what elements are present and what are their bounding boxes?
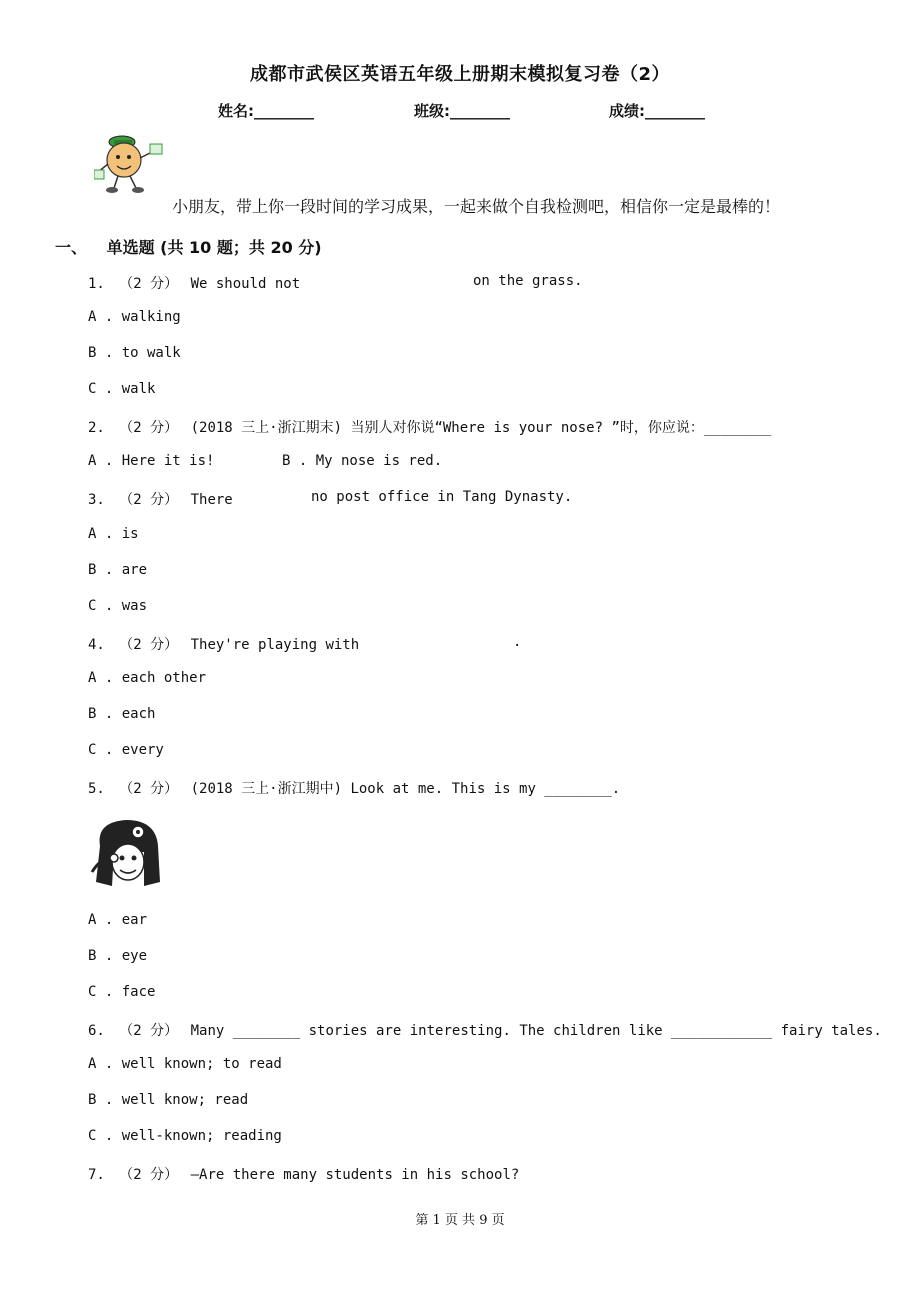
q6-option-c[interactable]: C . well-known; reading <box>88 1128 282 1144</box>
question-7 <box>88 1164 519 1184</box>
question-4 <box>88 634 359 654</box>
page-footer: 第 1 页 共 9 页 <box>415 1213 505 1228</box>
section-title: 单选题 (共 10 题；共 20 分) <box>106 238 322 257</box>
question-number: 5. <box>88 781 105 797</box>
girl-pointing-illustration-icon <box>86 816 170 888</box>
mascot-illustration-icon <box>94 130 168 196</box>
question-score: （2 分） <box>119 1167 179 1183</box>
question-stem: There <box>190 492 233 508</box>
page-title: 成都市武侯区英语五年级上册期末模拟复习卷（2） <box>249 64 671 85</box>
question-1-stem-end: on the grass. <box>473 273 583 289</box>
score-field-label: 成绩:________ <box>609 102 705 120</box>
q3-option-b[interactable]: B . are <box>88 562 148 578</box>
q2-option-a[interactable]: A . Here it is! <box>88 453 215 469</box>
q6-option-b[interactable]: B . well know; read <box>88 1092 249 1108</box>
question-number: 3. <box>88 492 105 508</box>
question-5 <box>88 778 620 798</box>
q3-option-c[interactable]: C . was <box>88 598 148 614</box>
question-stem: (2018 三上·浙江期中) Look at me. This is my ________. <box>190 781 621 797</box>
greeting-text: 小朋友，带上你一段时间的学习成果，一起来做个自我检测吧，相信你一定是最棒的！ <box>172 197 781 216</box>
q2-option-b[interactable]: B . My nose is red. <box>282 453 443 469</box>
question-2 <box>88 417 771 437</box>
q1-option-a[interactable]: A . walking <box>88 309 181 325</box>
question-score: （2 分） <box>119 637 179 653</box>
question-number: 6. <box>88 1023 105 1039</box>
question-score: （2 分） <box>119 276 179 292</box>
question-1 <box>88 273 300 293</box>
question-score: （2 分） <box>119 1023 179 1039</box>
q4-option-b[interactable]: B . each <box>88 706 156 722</box>
q4-option-c[interactable]: C . every <box>88 742 164 758</box>
question-3-stem-end: no post office in Tang Dynasty. <box>311 489 573 505</box>
q6-option-a[interactable]: A . well known; to read <box>88 1056 282 1072</box>
question-score: （2 分） <box>119 492 179 508</box>
question-number: 2. <box>88 420 105 436</box>
q1-option-b[interactable]: B . to walk <box>88 345 181 361</box>
question-number: 4. <box>88 637 105 653</box>
class-field-label: 班级:________ <box>414 102 510 120</box>
question-number: 1. <box>88 276 105 292</box>
q5-option-b[interactable]: B . eye <box>88 948 148 964</box>
question-stem: (2018 三上·浙江期末) 当别人对你说“Where is your nose? ”时，你应说：________ <box>190 420 772 436</box>
question-stem: Many ________ stories are interesting. The children like ____________ fairy tales. <box>190 1023 882 1039</box>
question-score: （2 分） <box>119 420 179 436</box>
section-number: 一、 <box>55 238 88 257</box>
q1-option-c[interactable]: C . walk <box>88 381 156 397</box>
section-heading <box>55 235 322 258</box>
question-stem: They're playing with <box>190 637 360 653</box>
question-4-stem-end: . <box>513 634 522 650</box>
q5-option-a[interactable]: A . ear <box>88 912 148 928</box>
question-stem: We should not <box>190 276 301 292</box>
name-field-label: 姓名:________ <box>218 102 314 120</box>
q3-option-a[interactable]: A . is <box>88 526 139 542</box>
question-6 <box>88 1020 882 1040</box>
q4-option-a[interactable]: A . each other <box>88 670 207 686</box>
question-number: 7. <box>88 1167 105 1183</box>
question-3 <box>88 489 233 509</box>
question-score: （2 分） <box>119 781 179 797</box>
q5-option-c[interactable]: C . face <box>88 984 156 1000</box>
question-stem: —Are there many students in his school? <box>190 1167 520 1183</box>
